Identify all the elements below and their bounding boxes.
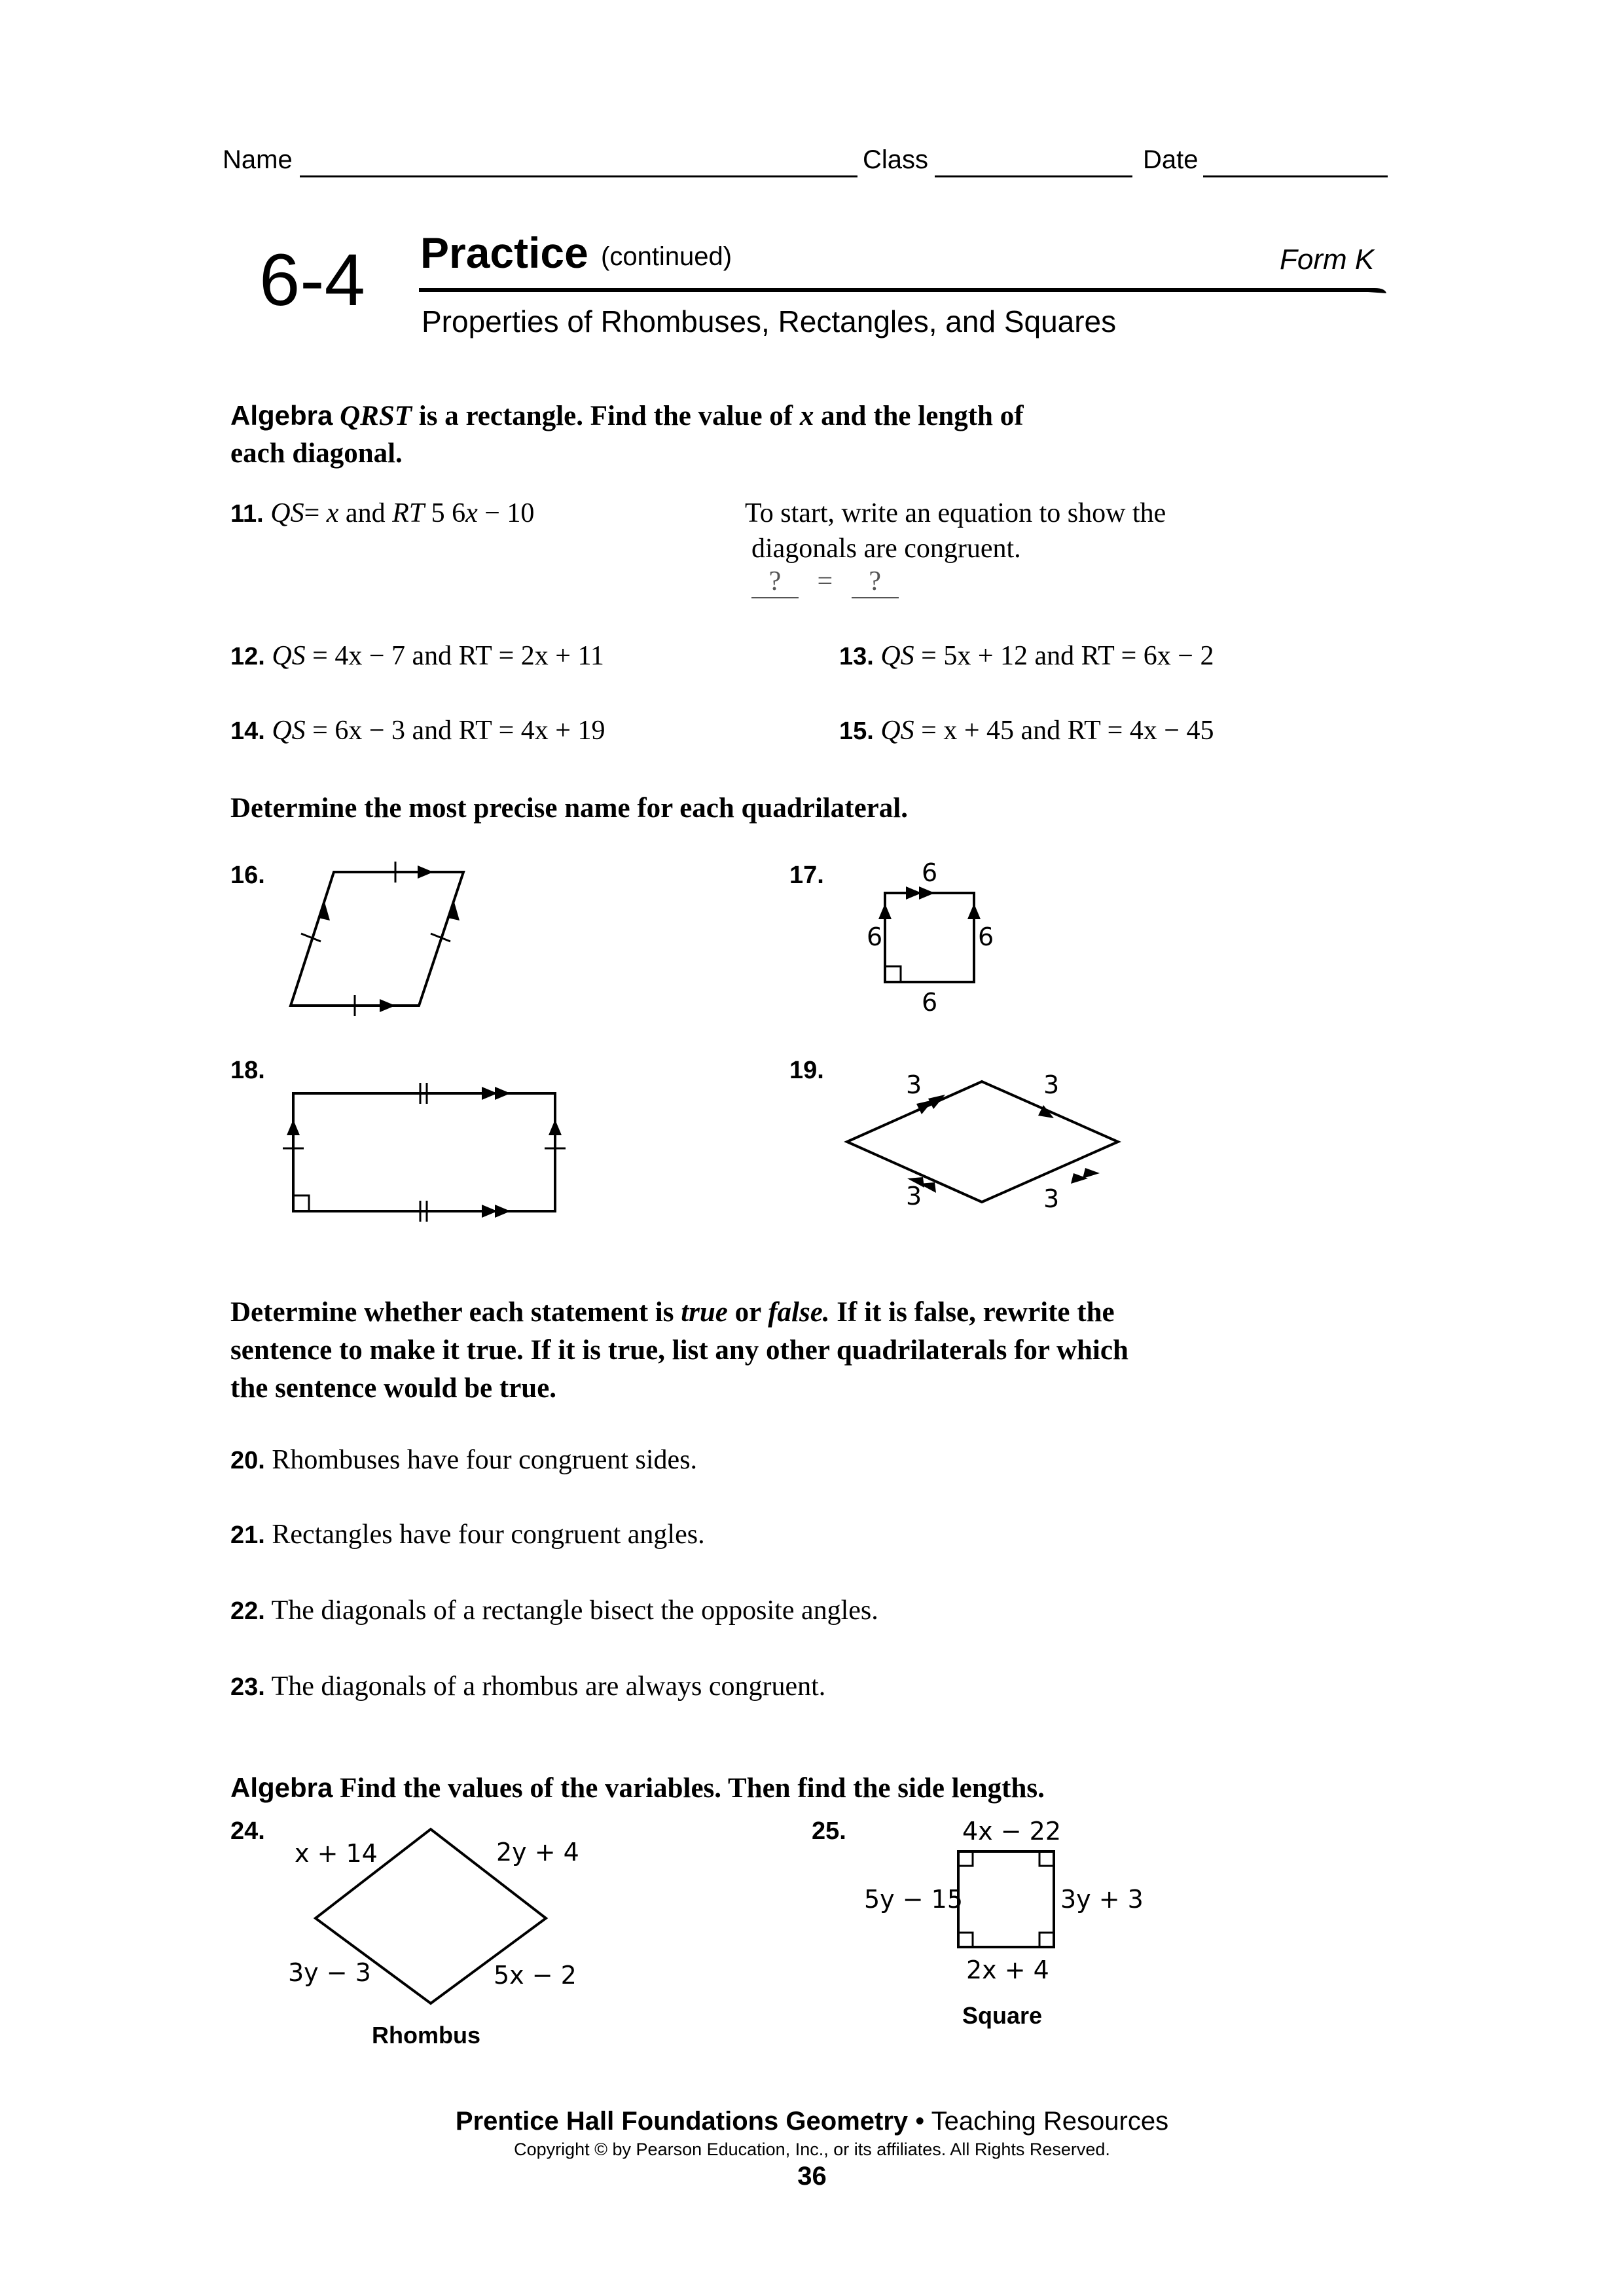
question-13: [839, 640, 1214, 672]
question-text: The diagonals of a rhombus are always congruent.: [271, 1671, 826, 1702]
fig17-label-bottom: 6: [922, 988, 938, 1017]
question-number: 15.: [839, 718, 874, 745]
footer-book: Prentice Hall Foundations Geometry: [455, 2107, 909, 2136]
class-field[interactable]: [935, 175, 1132, 177]
question-number: 23.: [230, 1673, 265, 1701]
hint-line-2: diagonals are congruent.: [751, 534, 1021, 564]
question-number: 12.: [230, 643, 265, 670]
or-word: or: [727, 1297, 768, 1328]
name-label: Name: [223, 145, 293, 174]
section2-instruction: Determine the most precise name for each quadrilateral.: [230, 793, 908, 824]
question-11: [230, 498, 534, 529]
question-22: [230, 1595, 878, 1626]
figure-24-rhombus: [288, 1827, 579, 2023]
fig19-label-bl: 3: [906, 1182, 922, 1211]
algebra-lead: Algebra: [230, 400, 333, 431]
q11-part: 5 6: [424, 498, 466, 528]
q11-part: RT: [392, 498, 425, 528]
instruction-var-x: x: [799, 401, 814, 431]
hint-blank-left: ?: [751, 566, 799, 598]
hint-blank-right: ?: [852, 566, 899, 598]
algebra-lead: Algebra: [230, 1772, 333, 1803]
qs-label: QS: [880, 641, 914, 671]
question-24: 24.: [230, 1817, 265, 1845]
question-19: 19.: [789, 1057, 824, 1084]
section1-instruction-line2: each diagonal.: [230, 438, 403, 469]
fig25-label-top: 4x − 22: [962, 1817, 1062, 1846]
question-18: 18.: [230, 1057, 265, 1084]
subtitle: Properties of Rhombuses, Rectangles, and Squares: [422, 304, 1117, 338]
q11-part: x: [465, 498, 478, 528]
question-number: 22.: [230, 1597, 265, 1625]
qs-label: QS: [880, 716, 914, 746]
question-text: Rhombuses have four congruent sides.: [272, 1445, 698, 1475]
fig24-label-bl: 3y − 3: [288, 1958, 371, 1987]
figure-16-parallelogram: [281, 864, 471, 1015]
section3-instruction-line1: [230, 1294, 1115, 1332]
instruction-text-b: and the length of: [814, 401, 1024, 431]
hint-equation: [751, 566, 899, 598]
figure-name: QRST: [340, 401, 412, 431]
question-text: = 6x − 3 and RT = 4x + 19: [305, 716, 605, 746]
fig17-label-right: 6: [978, 922, 994, 951]
figure-25-square: [857, 1813, 1159, 1990]
fig19-label-tl: 3: [906, 1070, 922, 1099]
footer-book-line: [0, 2107, 1624, 2136]
false-word: false.: [768, 1297, 830, 1328]
question-21: [230, 1519, 705, 1550]
question-25: 25.: [812, 1817, 846, 1845]
fig24-label-tl: x + 14: [295, 1839, 378, 1868]
form-label: Form K: [1280, 244, 1375, 276]
date-label: Date: [1143, 145, 1199, 174]
title-rule: [419, 285, 1388, 296]
question-text: = 5x + 12 and RT = 6x − 2: [914, 641, 1214, 671]
qs-label: QS: [272, 716, 306, 746]
section3-instruction-line2: sentence to make it true. If it is true, list any other quadrilaterals for which: [230, 1335, 1128, 1366]
question-number: 11.: [230, 500, 264, 528]
question-text: The diagonals of a rectangle bisect the opposite angles.: [271, 1595, 878, 1626]
fig25-caption: Square: [962, 2002, 1043, 2029]
question-15: [839, 715, 1214, 746]
q11-part: x: [326, 498, 339, 528]
q11-part: QS: [270, 498, 304, 528]
title-note: (continued): [601, 242, 732, 271]
qs-label: QS: [272, 641, 306, 671]
footer-bullet: •: [908, 2107, 931, 2136]
lesson-number: 6-4: [259, 239, 365, 321]
instruction-text: If it is false, rewrite the: [829, 1297, 1115, 1328]
question-14: [230, 715, 605, 746]
figure-18-rectangle: [281, 1080, 576, 1224]
question-number: 21.: [230, 1522, 265, 1549]
question-17: 17.: [789, 862, 824, 889]
q11-part: and: [338, 498, 393, 528]
page-title: Practice: [420, 228, 588, 277]
fig25-label-right: 3y + 3: [1060, 1885, 1144, 1914]
figure-17-square: [851, 856, 1008, 1020]
q11-part: − 10: [477, 498, 535, 528]
fig24-label-br: 5x − 2: [494, 1961, 577, 1990]
question-20: [230, 1444, 697, 1476]
fig17-label-left: 6: [867, 922, 883, 951]
q11-part: =: [304, 498, 327, 528]
footer-resource: Teaching Resources: [931, 2107, 1169, 2136]
section4-instruction: [230, 1769, 1045, 1808]
fig25-label-left: 5y − 15: [864, 1885, 964, 1914]
name-field[interactable]: [300, 175, 857, 177]
fig17-label-top: 6: [922, 858, 938, 887]
instruction-text: Find the values of the variables. Then find the side lengths.: [333, 1773, 1045, 1804]
question-number: 13.: [839, 643, 874, 670]
section1-instruction: [230, 397, 1024, 435]
date-field[interactable]: [1203, 175, 1388, 177]
question-text: = 4x − 7 and RT = 2x + 11: [305, 641, 604, 671]
figure-19-rhombus: [838, 1070, 1139, 1213]
fig19-label-br: 3: [1043, 1184, 1060, 1213]
page-number: 36: [797, 2162, 827, 2191]
hint-line-1: To start, write an equation to show the: [745, 498, 1166, 528]
question-text: Rectangles have four congruent angles.: [272, 1520, 705, 1550]
instruction-text-a: is a rectangle. Find the value of: [412, 401, 800, 431]
question-12: [230, 640, 604, 672]
question-number: 14.: [230, 718, 265, 745]
fig24-caption: Rhombus: [372, 2022, 480, 2049]
hint-equals: =: [817, 566, 833, 596]
question-16: 16.: [230, 862, 265, 889]
question-23: [230, 1671, 825, 1702]
fig24-label-tr: 2y + 4: [496, 1838, 579, 1867]
footer-copyright: Copyright © by Pearson Education, Inc., or its affiliates. All Rights Reserved.: [514, 2140, 1110, 2159]
true-word: true: [681, 1297, 728, 1328]
instruction-text: Determine whether each statement is: [230, 1297, 681, 1328]
question-text: = x + 45 and RT = 4x − 45: [914, 716, 1214, 746]
fig19-label-tr: 3: [1043, 1070, 1060, 1099]
fig25-label-bottom: 2x + 4: [966, 1956, 1049, 1984]
question-number: 20.: [230, 1447, 265, 1474]
section3-instruction-line3: the sentence would be true.: [230, 1373, 557, 1404]
class-label: Class: [863, 145, 929, 174]
